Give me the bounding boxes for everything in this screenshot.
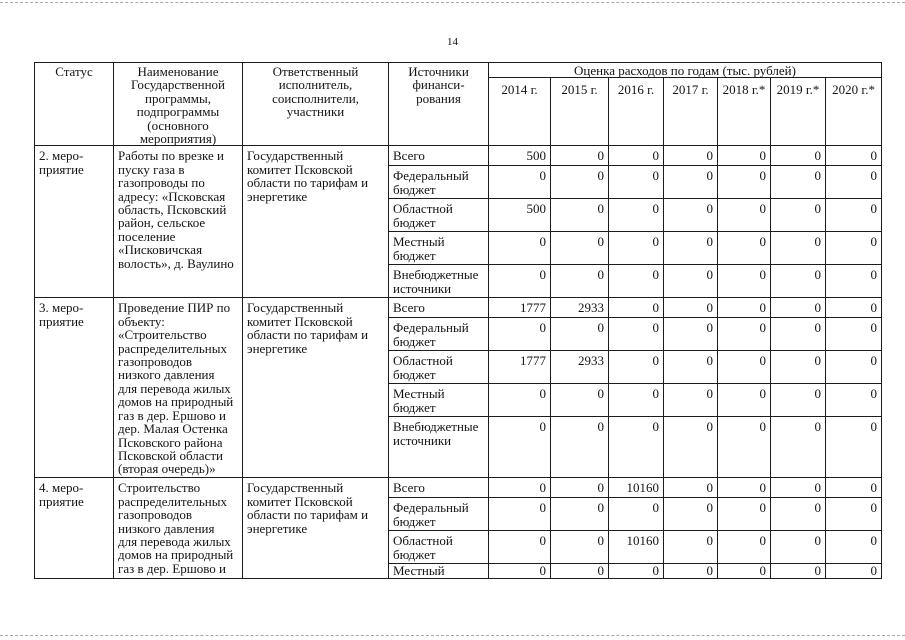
expense-value-2015: 0 (551, 564, 609, 578)
expense-value-2015: 2933 (551, 298, 609, 318)
program-name-cell: Строительство распределительных газопроводов низкого давления для перевода жилых домов на природный газ в дер. Ершово и (114, 478, 243, 578)
header-year-2020: 2020 г.* (826, 78, 882, 146)
expense-value-2017: 0 (664, 298, 718, 318)
expense-value-2014: 0 (489, 531, 551, 564)
expense-value-2018: 0 (718, 531, 771, 564)
funding-source-label: Местный бюджет (389, 232, 489, 265)
expense-value-2016: 0 (609, 298, 664, 318)
expense-value-2019: 0 (771, 384, 826, 417)
expense-value-2017: 0 (664, 498, 718, 531)
expense-value-2020: 0 (826, 199, 882, 232)
funding-source-label: Местный (389, 564, 489, 578)
funding-source-label: Федеральный бюджет (389, 318, 489, 351)
header-year-2016: 2016 г. (609, 78, 664, 146)
expense-value-2017: 0 (664, 318, 718, 351)
expense-value-2014: 0 (489, 478, 551, 498)
expense-value-2017: 0 (664, 417, 718, 478)
program-name-cell: Работы по врезке и пуску газа в газопроводы по адресу: «Псковская область, Псковский район, сельское поселение «Писковичская волость», д. Ваулино (114, 146, 243, 298)
expense-value-2014: 1777 (489, 298, 551, 318)
expense-value-2014: 500 (489, 199, 551, 232)
expense-value-2016: 0 (609, 166, 664, 199)
expense-value-2020: 0 (826, 478, 882, 498)
page-number: 14 (447, 36, 458, 48)
expense-value-2018: 0 (718, 417, 771, 478)
expense-value-2018: 0 (718, 166, 771, 199)
header-year-2017: 2017 г. (664, 78, 718, 146)
expense-value-2020: 0 (826, 232, 882, 265)
expense-value-2015: 0 (551, 146, 609, 166)
expense-value-2017: 0 (664, 351, 718, 384)
expense-value-2019: 0 (771, 478, 826, 498)
expense-value-2015: 0 (551, 265, 609, 298)
header-year-2018: 2018 г.* (718, 78, 771, 146)
funding-source-label: Местный бюджет (389, 384, 489, 417)
expense-value-2015: 0 (551, 232, 609, 265)
expense-value-2016: 0 (609, 146, 664, 166)
expense-value-2014: 1777 (489, 351, 551, 384)
scan-edge-top (0, 2, 905, 3)
expense-value-2015: 2933 (551, 351, 609, 384)
expense-value-2016: 0 (609, 564, 664, 578)
expense-value-2014: 0 (489, 265, 551, 298)
table-row (35, 146, 882, 166)
expense-value-2018: 0 (718, 232, 771, 265)
expense-value-2015: 0 (551, 498, 609, 531)
expense-value-2019: 0 (771, 318, 826, 351)
expense-value-2019: 0 (771, 498, 826, 531)
expense-value-2016: 0 (609, 351, 664, 384)
expense-value-2019: 0 (771, 166, 826, 199)
expense-value-2019: 0 (771, 232, 826, 265)
table-row (35, 478, 882, 498)
expense-value-2014: 500 (489, 146, 551, 166)
responsible-cell: Государственный комитет Псковской области по тарифам и энергетике (243, 478, 389, 578)
expense-value-2018: 0 (718, 298, 771, 318)
funding-source-label: Внебюджетные источники (389, 265, 489, 298)
funding-source-label: Внебюджетные источники (389, 417, 489, 478)
expense-value-2015: 0 (551, 531, 609, 564)
expense-value-2016: 0 (609, 318, 664, 351)
expense-value-2019: 0 (771, 531, 826, 564)
header-responsible: Ответственный исполнитель, соисполнители, участники (243, 63, 389, 146)
header-program-name: Наименование Государственной программы, подпрограммы (основного мероприятия) (114, 63, 243, 146)
header-year-2015: 2015 г. (551, 78, 609, 146)
expense-value-2017: 0 (664, 265, 718, 298)
expense-value-2020: 0 (826, 146, 882, 166)
expense-value-2020: 0 (826, 318, 882, 351)
expense-value-2019: 0 (771, 417, 826, 478)
expense-value-2020: 0 (826, 498, 882, 531)
expense-value-2014: 0 (489, 166, 551, 199)
funding-source-label: Областной бюджет (389, 199, 489, 232)
expense-value-2014: 0 (489, 417, 551, 478)
expense-value-2018: 0 (718, 318, 771, 351)
expense-value-2020: 0 (826, 564, 882, 578)
header-year-2019: 2019 г.* (771, 78, 826, 146)
expense-value-2020: 0 (826, 417, 882, 478)
expense-value-2017: 0 (664, 384, 718, 417)
expense-value-2016: 0 (609, 417, 664, 478)
expense-value-2014: 0 (489, 318, 551, 351)
expense-value-2020: 0 (826, 298, 882, 318)
expense-value-2014: 0 (489, 498, 551, 531)
funding-source-label: Всего (389, 478, 489, 498)
status-cell: 4. меро- приятие (35, 478, 114, 578)
expense-value-2016: 0 (609, 384, 664, 417)
expense-value-2017: 0 (664, 564, 718, 578)
table-header (35, 63, 882, 146)
expense-value-2019: 0 (771, 146, 826, 166)
expense-value-2020: 0 (826, 531, 882, 564)
expense-value-2018: 0 (718, 199, 771, 232)
expense-value-2020: 0 (826, 166, 882, 199)
funding-source-label: Всего (389, 298, 489, 318)
expense-value-2017: 0 (664, 531, 718, 564)
funding-source-label: Федеральный бюджет (389, 498, 489, 531)
status-cell: 3. меро- приятие (35, 298, 114, 478)
expense-value-2020: 0 (826, 384, 882, 417)
expense-value-2018: 0 (718, 265, 771, 298)
expense-value-2015: 0 (551, 417, 609, 478)
expense-value-2017: 0 (664, 232, 718, 265)
expense-value-2017: 0 (664, 166, 718, 199)
funding-source-label: Областной бюджет (389, 351, 489, 384)
expense-value-2018: 0 (718, 498, 771, 531)
funding-source-label: Федеральный бюджет (389, 166, 489, 199)
expense-value-2015: 0 (551, 199, 609, 232)
expense-value-2017: 0 (664, 146, 718, 166)
expense-value-2018: 0 (718, 564, 771, 578)
funding-source-label: Всего (389, 146, 489, 166)
expense-value-2019: 0 (771, 351, 826, 384)
header-expenses-by-year: Оценка расходов по годам (тыс. рублей) (489, 63, 882, 78)
table-row (35, 298, 882, 318)
expense-value-2016: 0 (609, 265, 664, 298)
expense-value-2014: 0 (489, 564, 551, 578)
header-row (35, 63, 882, 78)
status-cell: 2. меро- приятие (35, 146, 114, 298)
expense-value-2017: 0 (664, 478, 718, 498)
expenses-table (34, 62, 882, 579)
table-body (35, 146, 882, 578)
expense-value-2016: 10160 (609, 478, 664, 498)
header-status: Статус (35, 63, 114, 146)
expense-value-2018: 0 (718, 146, 771, 166)
expense-value-2016: 0 (609, 199, 664, 232)
expense-value-2015: 0 (551, 384, 609, 417)
funding-source-label: Областной бюджет (389, 531, 489, 564)
expense-value-2019: 0 (771, 298, 826, 318)
expense-value-2019: 0 (771, 199, 826, 232)
responsible-cell: Государственный комитет Псковской области по тарифам и энергетике (243, 298, 389, 478)
expense-value-2016: 10160 (609, 531, 664, 564)
expense-value-2016: 0 (609, 232, 664, 265)
expense-value-2015: 0 (551, 318, 609, 351)
responsible-cell: Государственный комитет Псковской области по тарифам и энергетике (243, 146, 389, 298)
program-name-cell: Проведение ПИР по объекту: «Строительство распределительных газопроводов низкого давления для перевода жилых домов на природный газ в дер. Ершово и дер. Малая Остенка Псковского района Псковской области (вторая очередь)» (114, 298, 243, 478)
expense-value-2015: 0 (551, 478, 609, 498)
header-funding-sources: Источники финанси- рования (389, 63, 489, 146)
expense-value-2019: 0 (771, 564, 826, 578)
expense-value-2016: 0 (609, 498, 664, 531)
expense-value-2018: 0 (718, 384, 771, 417)
expense-value-2020: 0 (826, 265, 882, 298)
expense-value-2018: 0 (718, 351, 771, 384)
expense-value-2015: 0 (551, 166, 609, 199)
expense-value-2018: 0 (718, 478, 771, 498)
expense-value-2017: 0 (664, 199, 718, 232)
expense-value-2014: 0 (489, 384, 551, 417)
expense-value-2014: 0 (489, 232, 551, 265)
header-year-2014: 2014 г. (489, 78, 551, 146)
scan-edge-bottom (0, 635, 905, 636)
expense-value-2020: 0 (826, 351, 882, 384)
expense-value-2019: 0 (771, 265, 826, 298)
